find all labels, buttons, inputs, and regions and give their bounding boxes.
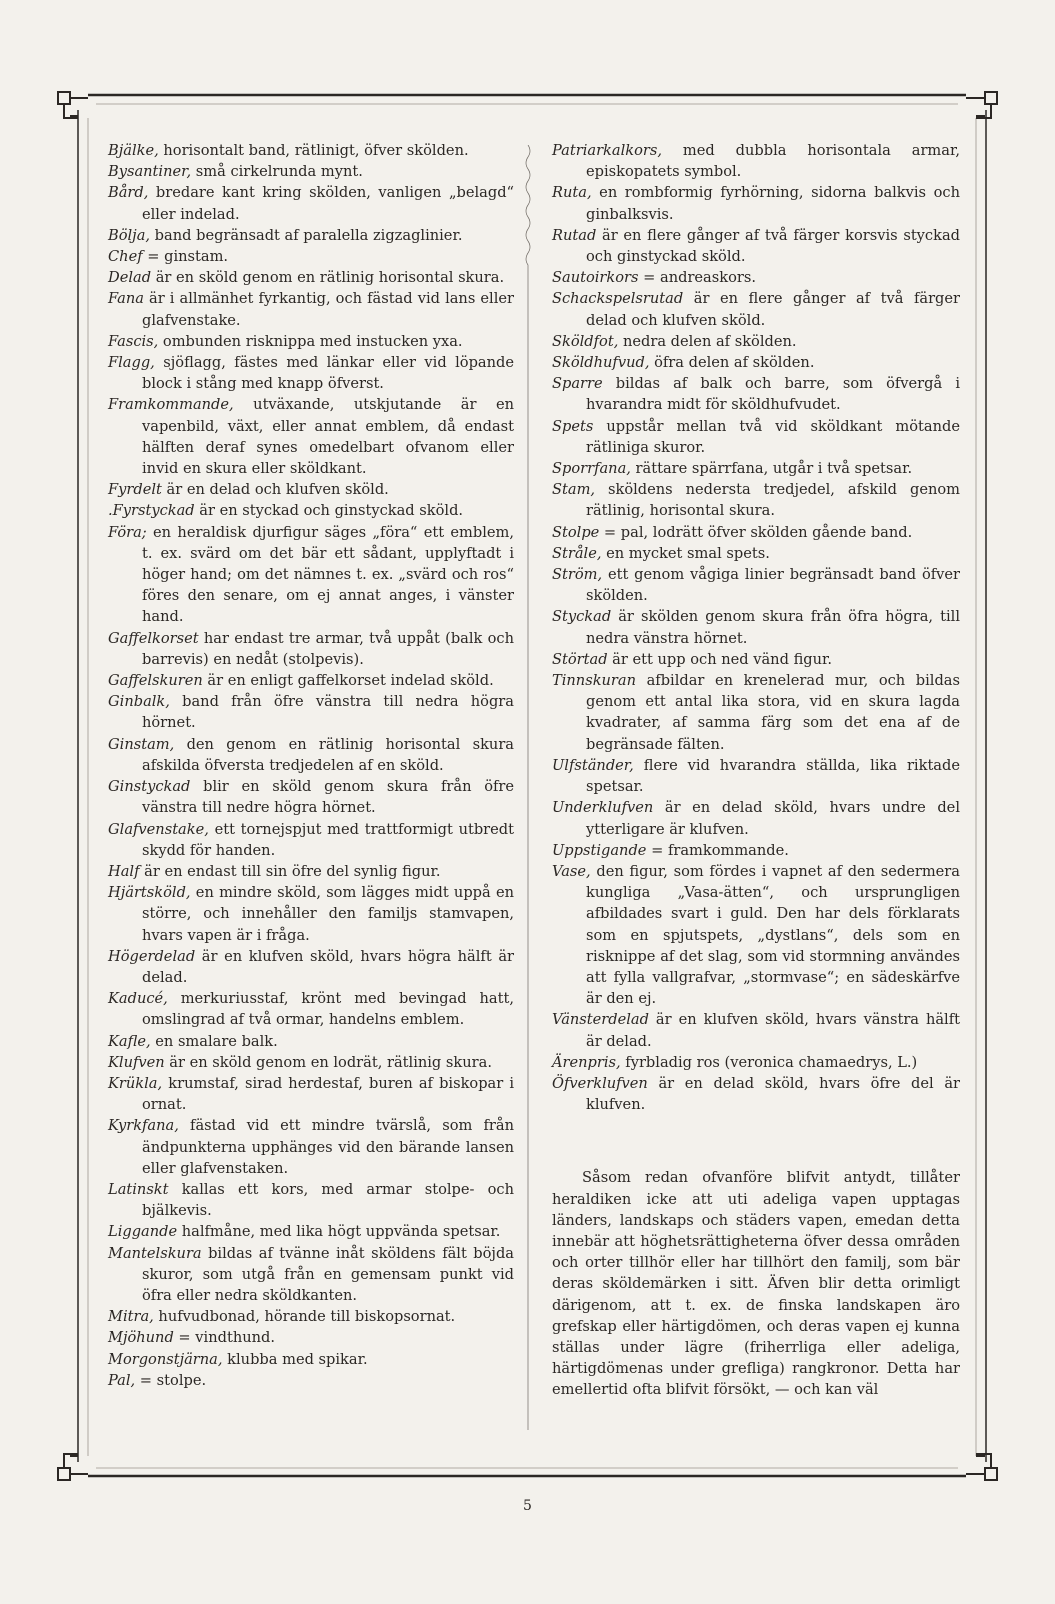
glossary-entry bbox=[552, 140, 960, 182]
closing-paragraph: Såsom redan ofvanföre blifvit antydt, tillåter heraldiken icke att uti adeliga vapen upptagas länders, landskaps och städers vapen, emedan detta innebär att höghetsrättigheterna öfver dessa områden och orter tillhör eller har tillhört den familj, som bär deras sköldemärken i sitt. Äfven blir detta orimligt därigenom, att t. ex. de finska landskapen äro grefskap eller härtigdömen, och deras vapen ej kunna ställas under lägre (friherrliga eller adeliga, härtigdömenas under grefliga) rangkronor. Detta har emellertid ofta blifvit försökt, — och kan väl bbox=[552, 1169, 960, 1399]
entry-text: är en flere gånger af två färger korsvis styckad och ginstyckad sköld. bbox=[586, 226, 960, 266]
entry-text: med dubbla horisontala armar, episkopatets symbol. bbox=[586, 142, 960, 181]
glossary-entry bbox=[552, 416, 960, 458]
entry-text: horisontalt band, rätlinigt, öfver skölden. bbox=[158, 142, 469, 159]
entry-text: nedra delen af skölden. bbox=[618, 332, 797, 350]
entry-term: Half bbox=[108, 862, 140, 880]
entry-text: är en delad sköld, hvars öfre del är klufven. bbox=[586, 1074, 960, 1114]
entry-term: Bölja, bbox=[108, 226, 151, 244]
entry-text: är ett upp och ned vänd figur. bbox=[607, 650, 833, 668]
entry-term: Kafle, bbox=[108, 1032, 151, 1050]
glossary-entry bbox=[108, 288, 514, 330]
glossary-entry bbox=[552, 543, 960, 564]
entry-text: en mycket smal spets. bbox=[601, 544, 770, 562]
entry-term: Ärenpris, bbox=[552, 1053, 621, 1071]
entry-text: ett tornejspjut med trattformigt utbredt skydd för handen. bbox=[142, 820, 514, 859]
entry-text: har endast tre armar, två uppåt (balk och barrevis) en nedåt (stolpevis). bbox=[142, 629, 514, 668]
entry-term: Tinnskuran bbox=[552, 672, 637, 690]
entry-text: är en delad och klufven sköld. bbox=[161, 481, 389, 499]
entry-term: Pal, bbox=[108, 1371, 136, 1389]
entry-text: är en endast till sin öfre del synlig figur. bbox=[139, 862, 441, 880]
entry-term: Styckad bbox=[552, 608, 612, 626]
page-number: 5 bbox=[523, 1498, 532, 1514]
glossary-entry bbox=[552, 331, 960, 352]
entry-text: är skölden genom skura från öfra högra, till nedra vänstra hörnet. bbox=[586, 608, 960, 647]
entry-text: är en klufven sköld, hvars högra hälft är delad. bbox=[142, 947, 514, 986]
entry-text: är en delad sköld, hvars undre del ytterligare är klufven. bbox=[586, 799, 960, 838]
entry-term: Uppstigande bbox=[552, 841, 647, 859]
glossary-entry bbox=[552, 670, 960, 755]
entry-text: en mindre sköld, som lägges midt uppå en större, och innehåller den familjs stamvapen, hvars vapen är i fråga. bbox=[142, 884, 514, 944]
glossary-entry bbox=[108, 861, 514, 882]
entry-text: öfra delen af skölden. bbox=[649, 354, 815, 372]
glossary-entry bbox=[108, 161, 514, 182]
glossary-entry bbox=[108, 734, 514, 776]
entry-term: Liggande bbox=[108, 1223, 178, 1241]
glossary-entry bbox=[108, 1179, 514, 1221]
entry-term: Schackspelsrutad bbox=[552, 290, 684, 308]
glossary-entry bbox=[108, 1221, 514, 1242]
entry-term: Hjärtsköld, bbox=[108, 884, 191, 902]
entry-term: Ginstam, bbox=[108, 735, 175, 753]
glossary-entry bbox=[108, 670, 514, 691]
entry-term: Störtad bbox=[552, 650, 608, 668]
entry-text: klubba med spikar. bbox=[222, 1350, 368, 1368]
left-column bbox=[108, 140, 514, 1391]
entry-term: Fascis, bbox=[108, 332, 159, 350]
glossary-entry bbox=[108, 691, 514, 733]
entry-text: band från öfre vänstra till nedra högra hörnet. bbox=[142, 693, 514, 732]
entry-text: merkuriusstaf, krönt med bevingad hatt, omslingrad af två ormar, handelns emblem. bbox=[142, 990, 514, 1029]
glossary-entry bbox=[108, 1073, 514, 1115]
entry-text: flere vid hvarandra ställda, lika riktade spetsar. bbox=[586, 756, 960, 796]
entry-term: Gaffelskuren bbox=[108, 672, 203, 690]
glossary-entry bbox=[552, 1052, 960, 1073]
column-divider bbox=[522, 145, 534, 1430]
entry-text: fyrbladig ros (veronica chamaedrys, L.) bbox=[620, 1053, 918, 1071]
entry-term: Ruta, bbox=[552, 184, 592, 202]
entry-term: Morgonstjärna, bbox=[108, 1350, 223, 1368]
entry-text: halfmåne, med lika högt uppvända spetsar. bbox=[177, 1223, 501, 1241]
entry-text: en rombformig fyrhörning, sidorna balkvis och ginbalksvis. bbox=[586, 184, 960, 223]
entry-term: Bård, bbox=[108, 184, 149, 202]
entry-term: Föra; bbox=[108, 523, 147, 541]
entry-text: uppstår mellan två vid sköldkant mötande rätliniga skuror. bbox=[586, 417, 960, 456]
glossary-entry bbox=[108, 500, 514, 521]
entry-term: Mitra, bbox=[108, 1308, 154, 1326]
glossary-entry bbox=[108, 1052, 514, 1073]
glossary-entry bbox=[108, 1243, 514, 1307]
entry-term: Flagg, bbox=[108, 354, 155, 372]
glossary-entry bbox=[108, 182, 514, 224]
glossary-entry bbox=[552, 225, 960, 267]
entry-text: hufvudbonad, hörande till biskopsornat. bbox=[153, 1308, 456, 1326]
glossary-entry bbox=[552, 458, 960, 479]
glossary-entry bbox=[108, 882, 514, 946]
entry-text: en heraldisk djurfigur säges „föra“ ett emblem, t. ex. svärd om det bär ett sådant, upplyftadt i höger hand; om det nämnes t. ex. „svärd och ros“ föres den senare, om ej annat anges, i vänster hand. bbox=[142, 523, 514, 626]
entry-term: Sporrfana, bbox=[552, 460, 631, 478]
entry-term: Patriarkalkors, bbox=[552, 142, 662, 159]
glossary-entry bbox=[552, 861, 960, 1009]
glossary-entry bbox=[552, 564, 960, 606]
entry-text: den figur, som fördes i vapnet af den sedermera kungliga „Vasa-ätten“, och ursprungligen afbildades svart i guld. Den har dels förklarats som en spjutspets, „dystlans“, dels som en risknippe af det slag, som vid stormning användes att fylla vallgrafvar, „stormvase“; en sädeskärfve är den ej. bbox=[586, 862, 960, 1008]
glossary-entry bbox=[552, 755, 960, 797]
entry-text: är en enligt gaffelkorset indelad sköld. bbox=[202, 672, 494, 690]
entry-text: är i allmänhet fyrkantig, och fästad vid lans eller glafvenstake. bbox=[142, 290, 514, 329]
entry-text: sjöflagg, fästes med länkar eller vid löpande block i stång med knapp öfverst. bbox=[142, 354, 514, 393]
entry-text: bildas af balk och barre, som öfvergå i hvarandra midt för sköldhufvudet. bbox=[586, 375, 960, 414]
entry-term: .Fyrstyckad bbox=[108, 502, 195, 520]
entry-text: bildas af tvänne inåt sköldens fält böjda skuror, som utgå från en gemensam punkt vid öfra eller nedra sköldkanten. bbox=[142, 1244, 514, 1304]
entry-text: = pal, lodrätt öfver skölden gående band. bbox=[599, 523, 913, 541]
entry-term: Sköldfot, bbox=[552, 332, 619, 350]
glossary-entry bbox=[108, 819, 514, 861]
entry-text: blir en sköld genom skura från öfre vänstra till nedre högra hörnet. bbox=[142, 778, 514, 817]
entry-term: Stolpe bbox=[552, 523, 600, 541]
entry-term: Ginstyckad bbox=[108, 778, 191, 796]
entry-term: Fyrdelt bbox=[108, 481, 162, 499]
glossary-entry bbox=[552, 522, 960, 543]
glossary-entry bbox=[108, 776, 514, 818]
entry-text: = vindthund. bbox=[173, 1329, 275, 1347]
glossary-entry bbox=[108, 988, 514, 1030]
entry-text: är en sköld genom en lodrät, rätlinig skura. bbox=[164, 1053, 492, 1071]
entry-text: är en styckad och ginstyckad sköld. bbox=[194, 502, 464, 520]
entry-term: Ulfständer, bbox=[552, 756, 634, 774]
entry-text: afbildar en krenelerad mur, och bildas genom ett antal lika stora, vid en skura lagda kvadrater, af samma färg som det ena af de begränsade fälten. bbox=[586, 672, 960, 753]
glossary-entry bbox=[108, 522, 514, 628]
glossary-entry bbox=[552, 373, 960, 415]
glossary-entry bbox=[552, 267, 960, 288]
entry-text: är en sköld genom en rätlinig horisontal skura. bbox=[151, 269, 505, 287]
entry-term: Stråle, bbox=[552, 544, 602, 562]
entry-term: Ginbalk, bbox=[108, 693, 170, 711]
entry-term: Öfverklufven bbox=[552, 1074, 648, 1092]
entry-text: band begränsadt af paralella zigzaglinier. bbox=[150, 226, 463, 244]
entry-text: krumstaf, sirad herdestaf, buren af biskopar i ornat. bbox=[142, 1074, 514, 1114]
entry-term: Vänsterdelad bbox=[552, 1011, 649, 1029]
entry-text: = framkommande. bbox=[646, 841, 789, 859]
entry-term: Krükla, bbox=[108, 1074, 163, 1092]
entry-text: ombunden risknippa med instucken yxa. bbox=[158, 332, 463, 350]
entry-term: Fana bbox=[108, 290, 144, 308]
entry-term: Högerdelad bbox=[108, 947, 196, 965]
entry-text: utväxande, utskjutande är en vapenbild, växt, eller annat emblem, då endast hälften deraf synes omedelbart ofvanom eller invid en skura eller sköldkant. bbox=[142, 396, 514, 478]
glossary-entry bbox=[108, 946, 514, 988]
entry-text: en smalare balk. bbox=[150, 1032, 278, 1050]
entry-term: Bjälke, bbox=[108, 142, 159, 159]
glossary-entry bbox=[108, 267, 514, 288]
entry-term: Kyrkfana, bbox=[108, 1117, 179, 1135]
entry-text: = andreaskors. bbox=[638, 269, 756, 287]
entry-text: ett genom vågiga linier begränsadt band öfver skölden. bbox=[586, 566, 960, 605]
glossary-entry bbox=[108, 225, 514, 246]
glossary-entry bbox=[552, 840, 960, 861]
glossary-entry bbox=[108, 1115, 514, 1179]
entry-term: Glafvenstake, bbox=[108, 820, 209, 838]
glossary-entry bbox=[552, 182, 960, 224]
entry-term: Gaffelkorset bbox=[108, 629, 199, 647]
glossary-entry bbox=[108, 479, 514, 500]
glossary-entry bbox=[108, 1327, 514, 1348]
glossary-entry bbox=[108, 246, 514, 267]
entry-term: Framkommande, bbox=[108, 396, 234, 414]
entry-term: Mantelskura bbox=[108, 1244, 202, 1262]
entry-text: små cirkelrunda mynt. bbox=[191, 163, 363, 181]
entry-term: Stam, bbox=[552, 481, 596, 499]
entry-term: Ström, bbox=[552, 566, 603, 584]
entry-text: är en flere gånger af två färger delad och klufven sköld. bbox=[586, 290, 960, 329]
glossary-entry bbox=[108, 352, 514, 394]
entry-term: Underklufven bbox=[552, 799, 654, 817]
entry-term: Klufven bbox=[108, 1053, 165, 1071]
entry-text: är en klufven sköld, hvars vänstra hälft är delad. bbox=[586, 1011, 960, 1050]
entry-text: kallas ett kors, med armar stolpe- och bjälkevis. bbox=[142, 1180, 514, 1220]
entry-text: sköldens nedersta tredjedel, afskild genom rätlinig, horisontal skura. bbox=[586, 481, 960, 520]
glossary-entry bbox=[108, 628, 514, 670]
entry-term: Bysantiner, bbox=[108, 163, 192, 181]
entry-text: fästad vid ett mindre tvärslå, som från ändpunkterna upphänges vid den bärande lansen eller glafvenstaken. bbox=[142, 1117, 514, 1177]
glossary-entry bbox=[108, 394, 514, 479]
entry-text: bredare kant kring skölden, vanligen „belagd“ eller indelad. bbox=[142, 184, 514, 223]
glossary-entry bbox=[552, 649, 960, 670]
glossary-entry bbox=[552, 479, 960, 521]
glossary-entry bbox=[108, 1370, 514, 1391]
glossary-entry bbox=[552, 606, 960, 648]
glossary-entry bbox=[552, 797, 960, 839]
entry-text: = stolpe. bbox=[135, 1371, 207, 1389]
glossary-entry bbox=[108, 1349, 514, 1370]
entry-term: Sköldhufvud, bbox=[552, 354, 650, 372]
entry-text: rättare spärrfana, utgår i två spetsar. bbox=[630, 460, 913, 478]
entry-term: Chef bbox=[108, 248, 143, 266]
glossary-entry bbox=[552, 1009, 960, 1051]
entry-term: Latinskt bbox=[108, 1180, 169, 1198]
entry-term: Sparre bbox=[552, 375, 603, 393]
glossary-entry bbox=[108, 140, 514, 161]
entry-term: Kaducé, bbox=[108, 990, 168, 1008]
glossary-entry bbox=[552, 352, 960, 373]
entry-text: den genom en rätlinig horisontal skura afskilda öfversta tredjedelen af en sköld. bbox=[142, 735, 514, 774]
glossary-entry bbox=[552, 288, 960, 330]
entry-term: Mjöhund bbox=[108, 1329, 174, 1347]
glossary-entry bbox=[108, 1306, 514, 1327]
glossary-entry bbox=[108, 331, 514, 352]
glossary-entry bbox=[552, 1073, 960, 1115]
glossary-entry bbox=[108, 1031, 514, 1052]
right-column bbox=[552, 140, 960, 1401]
entry-term: Vase, bbox=[552, 862, 591, 880]
entry-term: Delad bbox=[108, 269, 152, 287]
entry-term: Spets bbox=[552, 417, 594, 435]
entry-term: Rutad bbox=[552, 226, 597, 244]
entry-term: Sautoirkors bbox=[552, 269, 639, 287]
entry-text: = ginstam. bbox=[142, 248, 229, 266]
